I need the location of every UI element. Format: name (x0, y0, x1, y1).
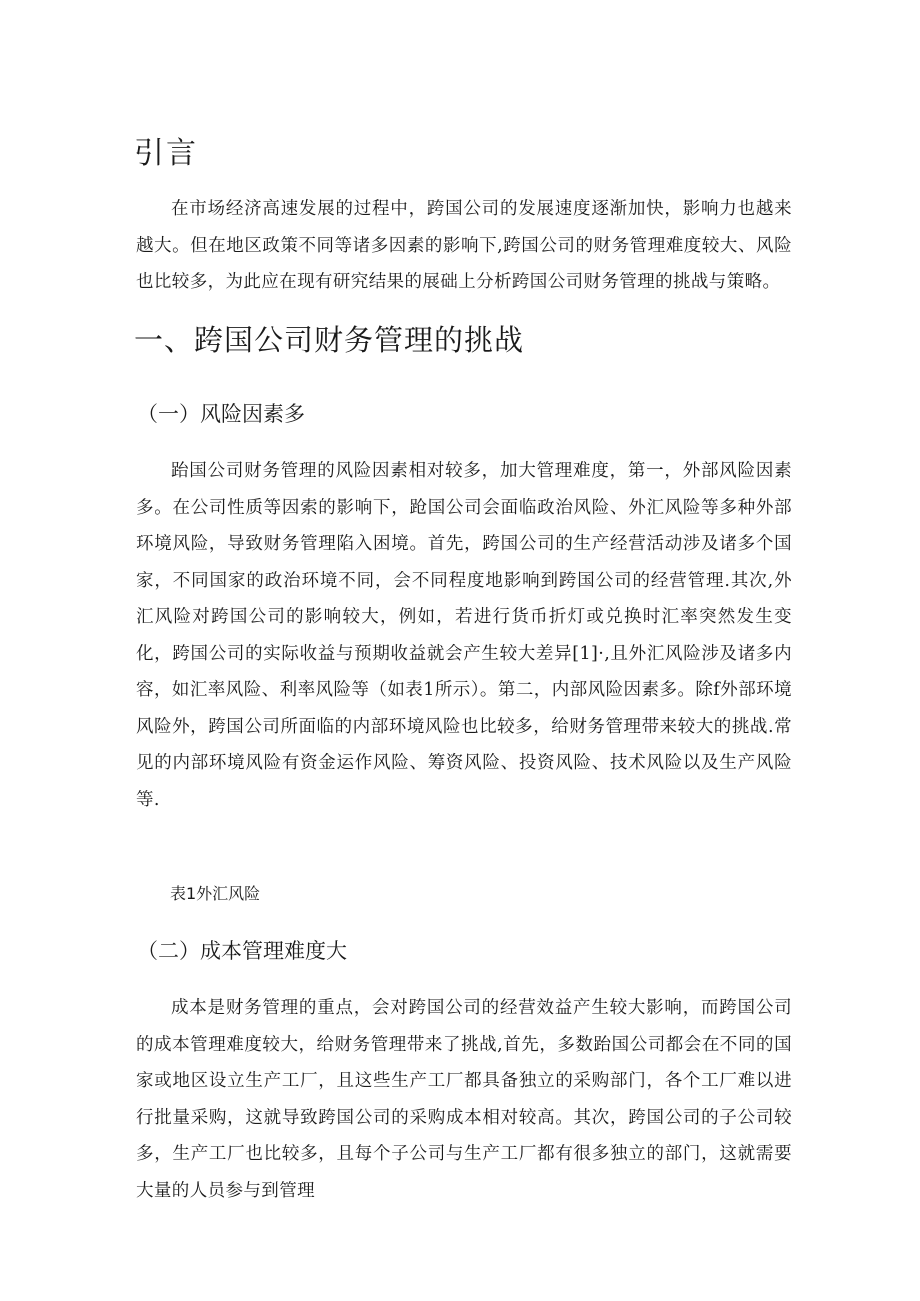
subsection1-heading: （一）风险因素多 (137, 402, 305, 426)
subsection2-heading: （二）成本管理难度大 (137, 939, 347, 963)
intro-paragraph: 在市场经济高速发展的过程中，跨国公司的发展速度逐渐加快，影响力也越来越大。但在地区政策不同等诸多因素的影响下,跨国公司的财务管理难度较大、风险也比较多，为此应在现有研究结果的展础上分析跨国公司财务管理的挑战与策略。 (136, 199, 792, 292)
table-caption: 表1外汇风险 (170, 884, 261, 903)
subsection1-paragraph: 跆国公司财务管理的风险因素相对较多，加大管理难度，第一，外部风险因素多。在公司性质等因索的影响下，跄国公司会面临政治风险、外汇风险等多种外部环境风险，导致财务管理陷入困境。首先，跨国公司的生产经营活动涉及诸多个国家，不同国家的政治环境不同，会不同程度地影响到跨国公司的经营管理.其次,外汇风险对跨国公司的影响较大，例如，若进行货币折灯或兑换时汇率突然发生变化，跨国公司的实际收益与预期收益就会产生较大差异[1]·,且外汇风险涉及诸多内容，如汇率风险、利率风险等（如表1所示）。第二，内部风险因素多。除f外部环境风险外，跨国公司所面临的内部环境风险也比较多，给财务管理带来较大的挑战.常见的内部环境风险有资金运作风险、筹资风险、投资风险、技术风险以及生产风险等. (136, 461, 792, 810)
subsection2-paragraph: 成本是财务管理的重点，会对跨国公司的经营效益产生较大影响，而跨国公司的成本管理难度较大，给财务管理带来了挑战,首先，多数跆国公司都会在不同的国家或地区设立生产工厂，且这些生产工厂都具备独立的采购部门，各个工厂难以进行批量采购，这就导致跨国公司的采购成本相对较高。其次，跨国公司的子公司较多，生产工厂也比较多，且每个子公司与生产工厂都有很多独立的部门，这就需要大量的人员参与到管理 (136, 998, 792, 1201)
section1-heading: 一、跨国公司财务管理的挑战 (134, 323, 525, 357)
intro-heading: 引言 (134, 136, 198, 171)
